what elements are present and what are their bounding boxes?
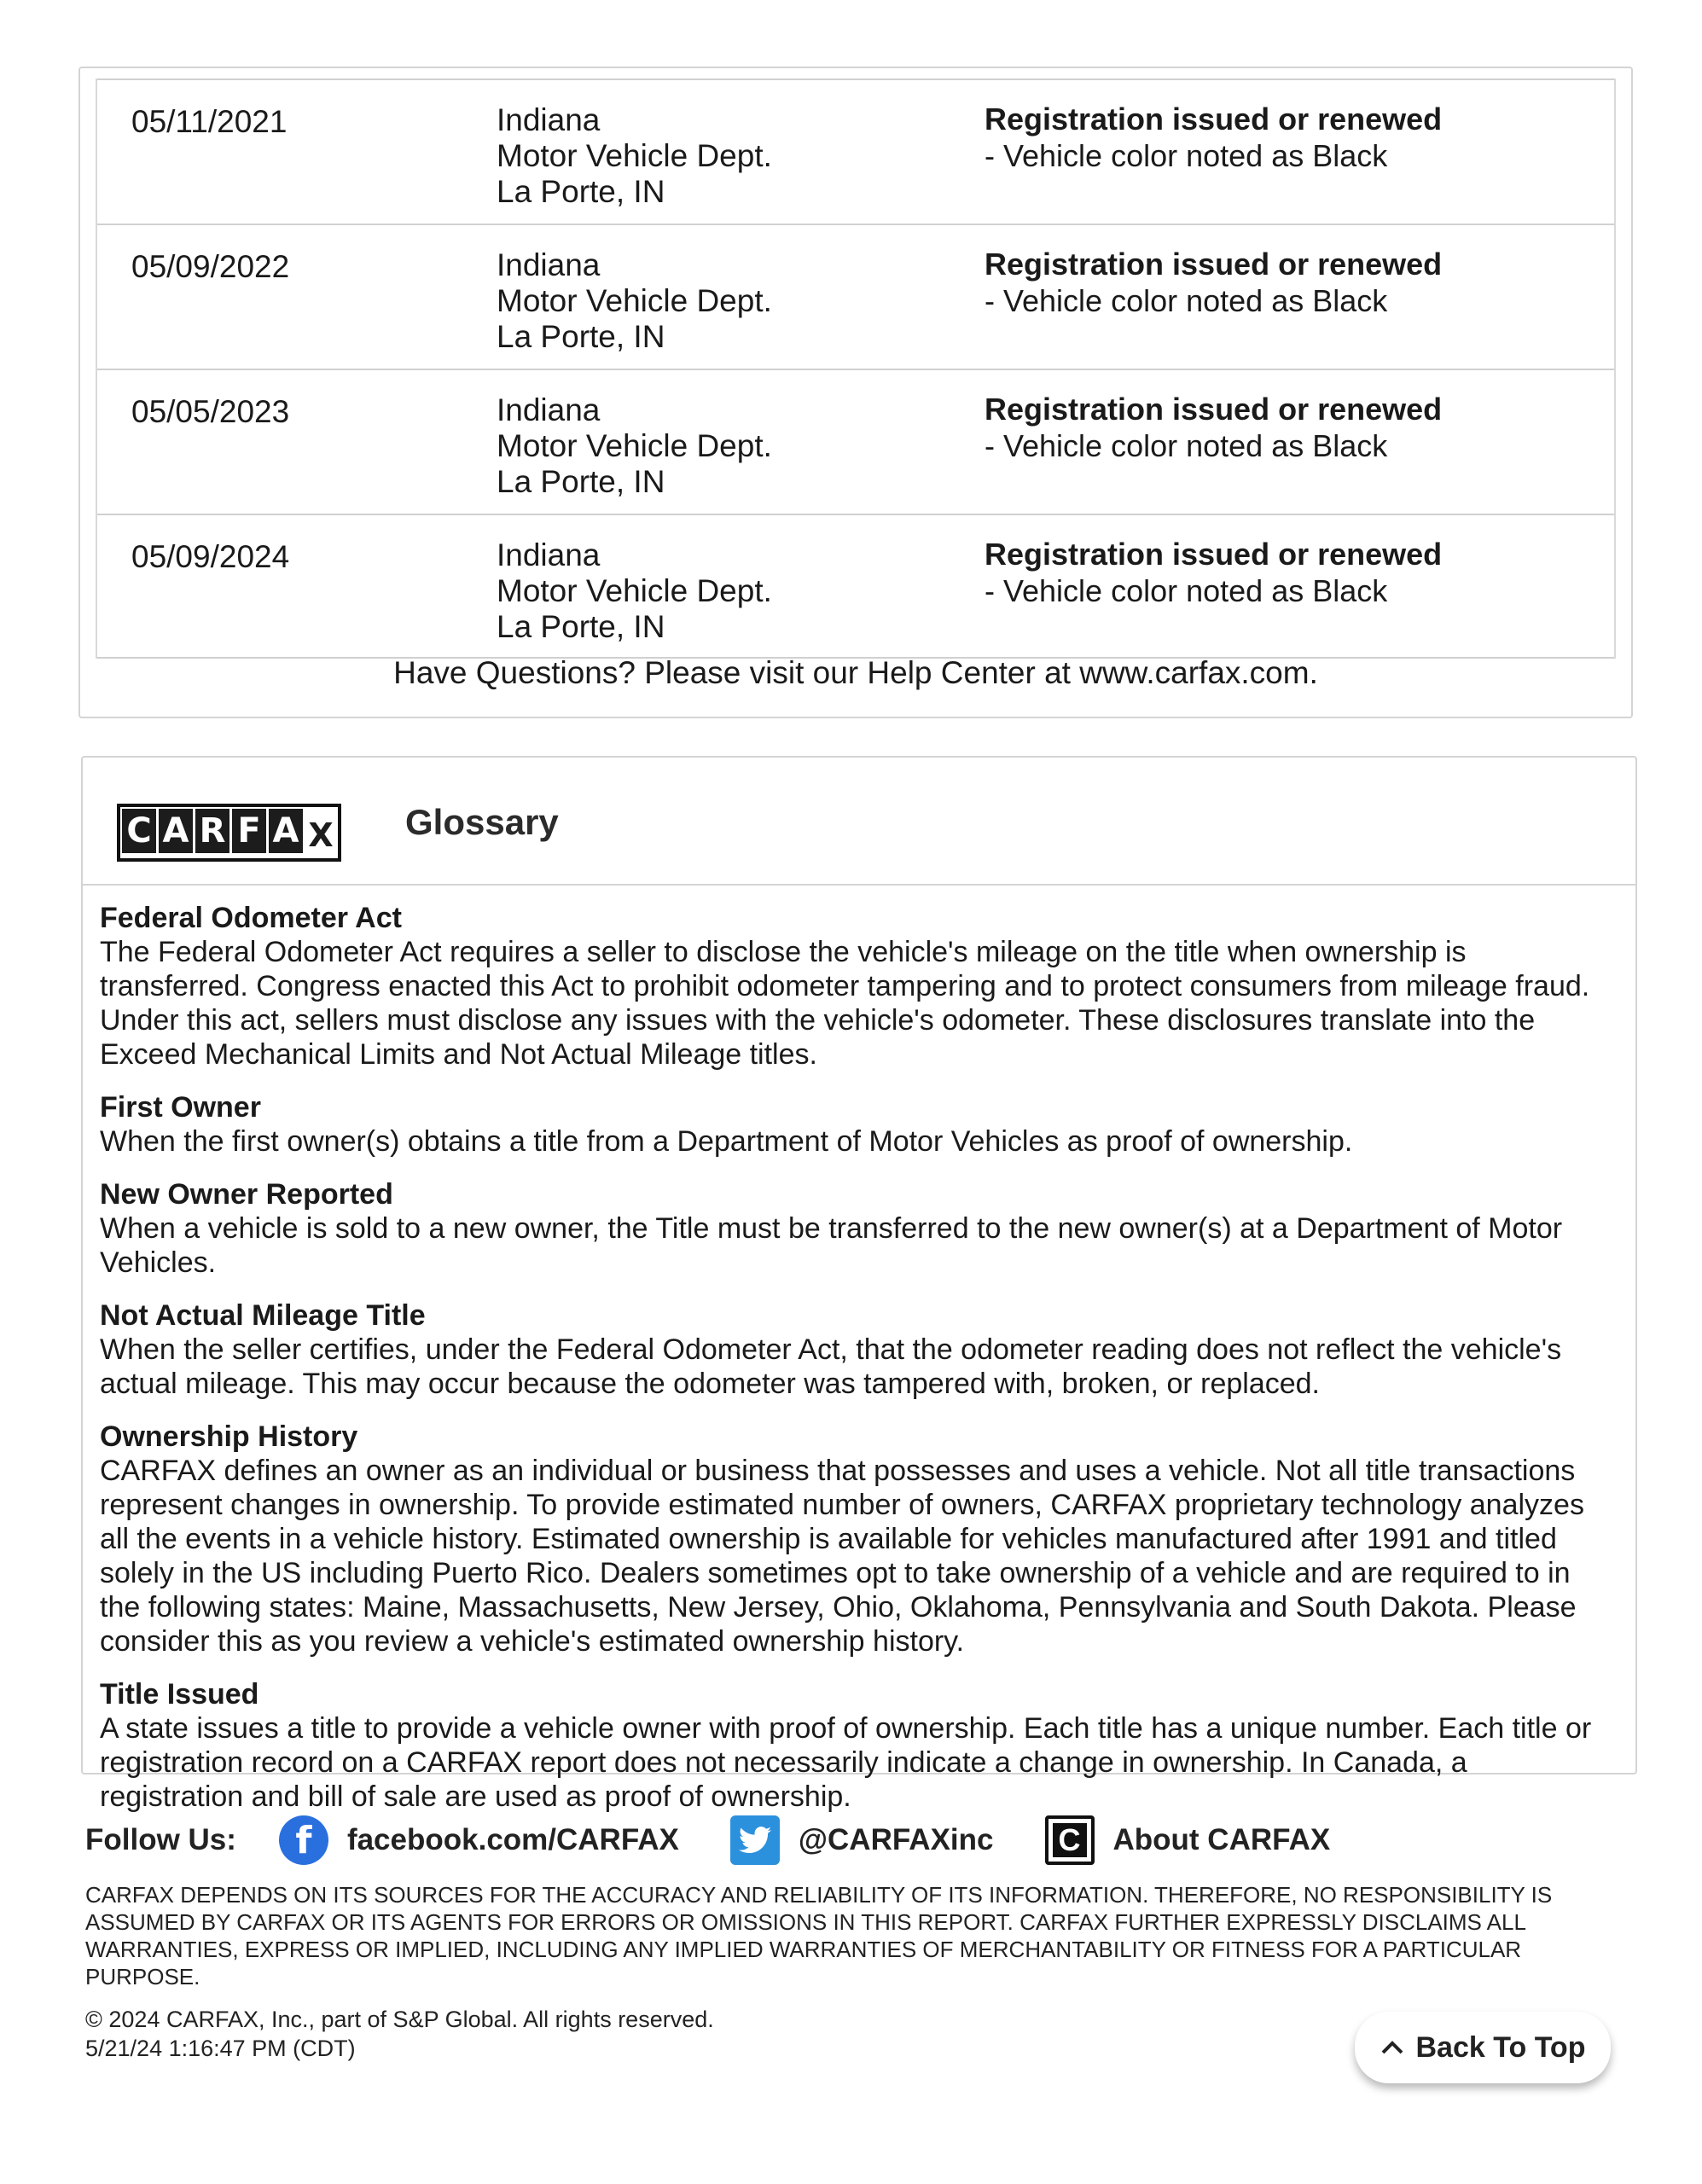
term-definition: CARFAX defines an owner as an individual or business that possesses and uses a vehicle. Not all title transactions represent changes in ownership. To provide estimated number of owners, CARFAX proprietary technology analyzes all the events in a vehicle history. Estimated ownership is available for vehicles manufactured after 1991 and titled solely in the US including Puerto Rico. Dealers sometimes opt to take ownership of a vehicle and are required to in the following states: Maine, Massachusetts, New Jersey, Ohio, Oklahoma, Pennsylvania and South Dakota. Please consider this as you review a vehicle's estimated ownership history. <box>100 1455 1584 1658</box>
facebook-link[interactable] <box>279 1815 679 1865</box>
twitter-icon <box>730 1815 780 1865</box>
twitter-link[interactable] <box>730 1815 994 1865</box>
twitter-link-text: @CARFAXinc <box>798 1823 994 1856</box>
comment-title: Registration issued or renewed <box>985 537 1443 572</box>
about-carfax-text: About CARFAX <box>1112 1823 1331 1856</box>
copyright-text: © 2024 CARFAX, Inc., part of S&P Global. All rights reserved. <box>85 2007 714 2032</box>
facebook-icon: f <box>279 1815 328 1865</box>
term-title: Not Actual Mileage Title <box>100 1299 426 1332</box>
term-title: Ownership History <box>100 1420 358 1453</box>
twitter-bird-icon <box>739 1827 771 1854</box>
history-row <box>97 224 1614 369</box>
follow-label: Follow Us: <box>85 1823 236 1856</box>
logo-letter: F <box>232 809 266 853</box>
history-source <box>497 247 772 355</box>
source-line: La Porte, IN <box>497 174 665 209</box>
source-line: La Porte, IN <box>497 609 665 644</box>
comment-detail: - Vehicle color noted as Black <box>985 428 1388 463</box>
source-line: Indiana <box>497 392 601 427</box>
term-definition: When the first owner(s) obtains a title from a Department of Motor Vehicles as proof of ownership. <box>100 1125 1353 1158</box>
glossary-title: Glossary <box>405 802 559 842</box>
comment-detail: - Vehicle color noted as Black <box>985 573 1388 608</box>
history-date: 05/05/2023 <box>131 394 290 429</box>
comment-title: Registration issued or renewed <box>985 392 1443 427</box>
comment-detail: - Vehicle color noted as Black <box>985 283 1388 318</box>
source-line: Indiana <box>497 102 601 137</box>
history-table <box>96 78 1616 659</box>
source-line: La Porte, IN <box>497 464 665 499</box>
facebook-link-text: facebook.com/CARFAX <box>346 1823 679 1856</box>
glossary-term <box>100 1298 1610 1401</box>
logo-letter: X <box>305 809 336 853</box>
glossary-term <box>100 1177 1610 1280</box>
history-date: 05/09/2022 <box>131 249 290 284</box>
glossary-term <box>100 901 1610 1072</box>
back-to-top-button[interactable] <box>1355 2012 1611 2083</box>
about-carfax-link[interactable] <box>1045 1815 1331 1865</box>
term-title: New Owner Reported <box>100 1178 393 1211</box>
history-comment <box>985 391 1442 464</box>
comment-title: Registration issued or renewed <box>985 247 1443 282</box>
comment-title: Registration issued or renewed <box>985 102 1443 136</box>
carfax-logo <box>117 804 341 862</box>
history-comment <box>985 246 1442 319</box>
history-comment <box>985 101 1442 174</box>
logo-letter: A <box>269 809 303 853</box>
source-line: Motor Vehicle Dept. <box>497 573 772 608</box>
logo-letter: R <box>195 809 229 853</box>
glossary-list <box>100 901 1610 1833</box>
history-date: 05/11/2021 <box>131 104 288 139</box>
carfax-c-letter: C <box>1053 1823 1087 1857</box>
help-center-text: Have Questions? Please visit our Help Center at www.carfax.com. <box>393 655 1318 690</box>
history-row <box>97 369 1614 514</box>
term-definition: The Federal Odometer Act requires a seller to disclose the vehicle's mileage on the title when ownership is transferred. Congress enacted this Act to prohibit odometer tampering and to protect consumers from mileage fraud. Under this act, sellers must disclose any issues with the vehicle's odometer. These disclosures translate into the Exceed Mechanical Limits and Not Actual Mileage titles. <box>100 936 1590 1071</box>
history-source <box>497 537 772 645</box>
glossary-term <box>100 1090 1610 1159</box>
source-line: Indiana <box>497 247 601 282</box>
history-date: 05/09/2024 <box>131 539 290 574</box>
term-title: Federal Odometer Act <box>100 902 402 934</box>
history-row <box>97 514 1614 659</box>
source-line: Indiana <box>497 537 601 572</box>
history-row <box>97 78 1614 224</box>
comment-detail: - Vehicle color noted as Black <box>985 138 1388 173</box>
source-line: Motor Vehicle Dept. <box>497 428 772 463</box>
history-comment <box>985 536 1442 609</box>
term-definition: When a vehicle is sold to a new owner, the Title must be transferred to the new owner(s) at a Department of Motor Vehicles. <box>100 1212 1563 1279</box>
glossary-panel <box>81 756 1637 1813</box>
back-to-top-label: Back To Top <box>1415 2030 1586 2064</box>
term-title: First Owner <box>100 1091 261 1124</box>
source-line: Motor Vehicle Dept. <box>497 138 772 173</box>
chevron-up-icon <box>1380 2033 1404 2062</box>
logo-letter: A <box>159 809 193 853</box>
carfax-c-icon <box>1045 1815 1095 1865</box>
history-source <box>497 392 772 500</box>
disclaimer-text: CARFAX DEPENDS ON ITS SOURCES FOR THE ACCURACY AND RELIABILITY OF ITS INFORMATION. THEREFORE, NO RESPONSIBILITY IS ASSUMED BY CARFAX OR ITS AGENTS FOR ERRORS OR OMISSIONS IN THIS REPORT. CARFAX FURTHER EXPRESSLY DISCLAIMS ALL WARRANTIES, EXPRESS OR IMPLIED, INCLUDING ANY IMPLIED WARRANTIES OF MERCHANTABILITY OR FITNESS FOR A PARTICULAR PURPOSE. <box>85 1882 1553 1989</box>
history-panel <box>78 67 1633 718</box>
history-source <box>497 102 772 210</box>
source-line: La Porte, IN <box>497 319 665 354</box>
logo-letter: C <box>122 809 156 853</box>
glossary-term <box>100 1677 1610 1814</box>
term-title: Title Issued <box>100 1678 259 1711</box>
copyright-block <box>85 2005 714 2063</box>
follow-us-bar <box>85 1815 1381 1865</box>
glossary-term <box>100 1420 1610 1658</box>
term-definition: When the seller certifies, under the Federal Odometer Act, that the odometer reading does not reflect the vehicle's actual mileage. This may occur because the odometer was tampered with, broken, or replaced. <box>100 1333 1562 1400</box>
glossary-header <box>83 758 1635 886</box>
term-definition: A state issues a title to provide a vehicle owner with proof of ownership. Each title has a unique number. Each title or registration record on a CARFAX report does not necessarily indicate a change in ownership. In Canada, a registration and bill of sale are used as proof of ownership. <box>100 1712 1592 1813</box>
report-timestamp: 5/21/24 1:16:47 PM (CDT) <box>85 2036 356 2061</box>
source-line: Motor Vehicle Dept. <box>497 283 772 318</box>
